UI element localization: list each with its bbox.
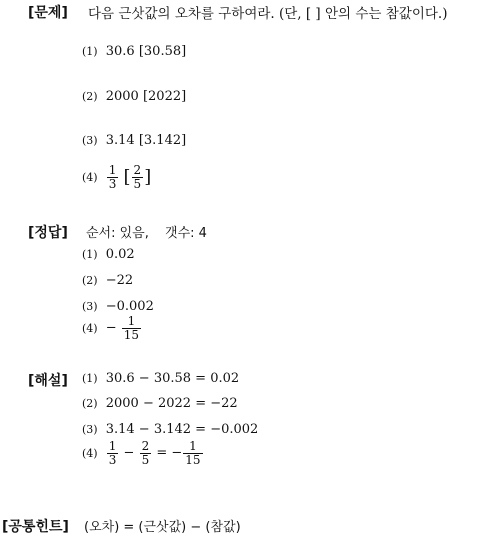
problem-item-1 [82, 44, 186, 59]
numerator: 2 [133, 163, 142, 177]
item-marker: (2) [82, 397, 98, 410]
true-fraction [132, 164, 144, 190]
answer-fraction [122, 315, 141, 341]
hint-text: (오차) = (근삿값) − (참값) [84, 520, 241, 535]
explanation-expr: 30.6 − 30.58 = 0.02 [105, 371, 240, 386]
answer-meta [86, 222, 207, 241]
item-marker: (1) [82, 45, 98, 58]
answer-value: −22 [105, 273, 134, 288]
denominator: 15 [123, 327, 140, 342]
problem-item-3 [82, 133, 186, 148]
explanation-item-3 [82, 422, 258, 437]
denominator: 5 [133, 176, 142, 191]
numerator: 1 [189, 439, 197, 453]
approx-value: 3.14 [105, 133, 135, 148]
answer-value: 0.02 [105, 247, 135, 262]
explanation-expr: 3.14 − 3.142 = −0.002 [105, 422, 259, 437]
item-marker: (1) [82, 372, 98, 385]
problem-item-4 [82, 164, 151, 190]
equals-minus: = − [156, 445, 183, 461]
item-marker: (4) [82, 446, 98, 460]
true-value: [3.142] [138, 133, 187, 148]
answer-item-2 [82, 273, 133, 288]
problem-item-2 [82, 89, 186, 104]
answer-item-4 [82, 315, 142, 341]
explanation-expr: 2000 − 2022 = −22 [105, 396, 238, 411]
denominator: 3 [108, 452, 117, 467]
item-marker: (3) [82, 134, 98, 147]
approx-value: 30.6 [105, 44, 135, 59]
explanation-item-2 [82, 396, 238, 411]
approx-value: 2000 [105, 89, 139, 104]
denominator: 5 [141, 452, 150, 467]
fraction-c [183, 440, 202, 466]
answer-item-3 [82, 299, 154, 314]
true-value: [2022] [142, 89, 187, 104]
answer-label: [정답] [28, 225, 68, 241]
answer-item-1 [82, 247, 135, 262]
approx-fraction [107, 164, 119, 190]
numerator: 2 [141, 439, 150, 453]
minus-sign: − [105, 320, 117, 336]
numerator: 1 [108, 439, 117, 453]
item-marker: (3) [82, 300, 98, 313]
item-marker: (3) [82, 423, 98, 436]
explanation-item-1 [82, 371, 239, 386]
hint-label: [공통힌트] [2, 519, 69, 535]
answer-value: −0.002 [105, 299, 154, 314]
true-value: [30.58] [138, 44, 187, 59]
close-bracket: ] [144, 166, 152, 188]
fraction-b [140, 440, 152, 466]
item-marker: (2) [82, 90, 98, 103]
numerator: 1 [127, 314, 136, 328]
item-marker: (2) [82, 274, 98, 287]
explanation-label: [해설] [28, 373, 68, 389]
answer-order: 순서: 있음, [86, 226, 149, 241]
denominator: 15 [185, 452, 201, 467]
problem-label: [문제] [28, 5, 68, 21]
open-bracket: [ [123, 166, 131, 188]
explanation-item-4 [82, 440, 204, 466]
item-marker: (4) [82, 321, 98, 335]
fraction-a [107, 440, 119, 466]
minus-sign: − [123, 445, 135, 461]
numerator: 1 [108, 163, 117, 177]
denominator: 3 [108, 176, 117, 191]
problem-instruction: 다음 근삿값의 오차를 구하여라. (단, [ ] 안의 수는 참값이다.) [88, 6, 448, 22]
item-marker: (1) [82, 248, 98, 261]
answer-count: 갯수: 4 [165, 226, 207, 241]
item-marker: (4) [82, 170, 98, 184]
